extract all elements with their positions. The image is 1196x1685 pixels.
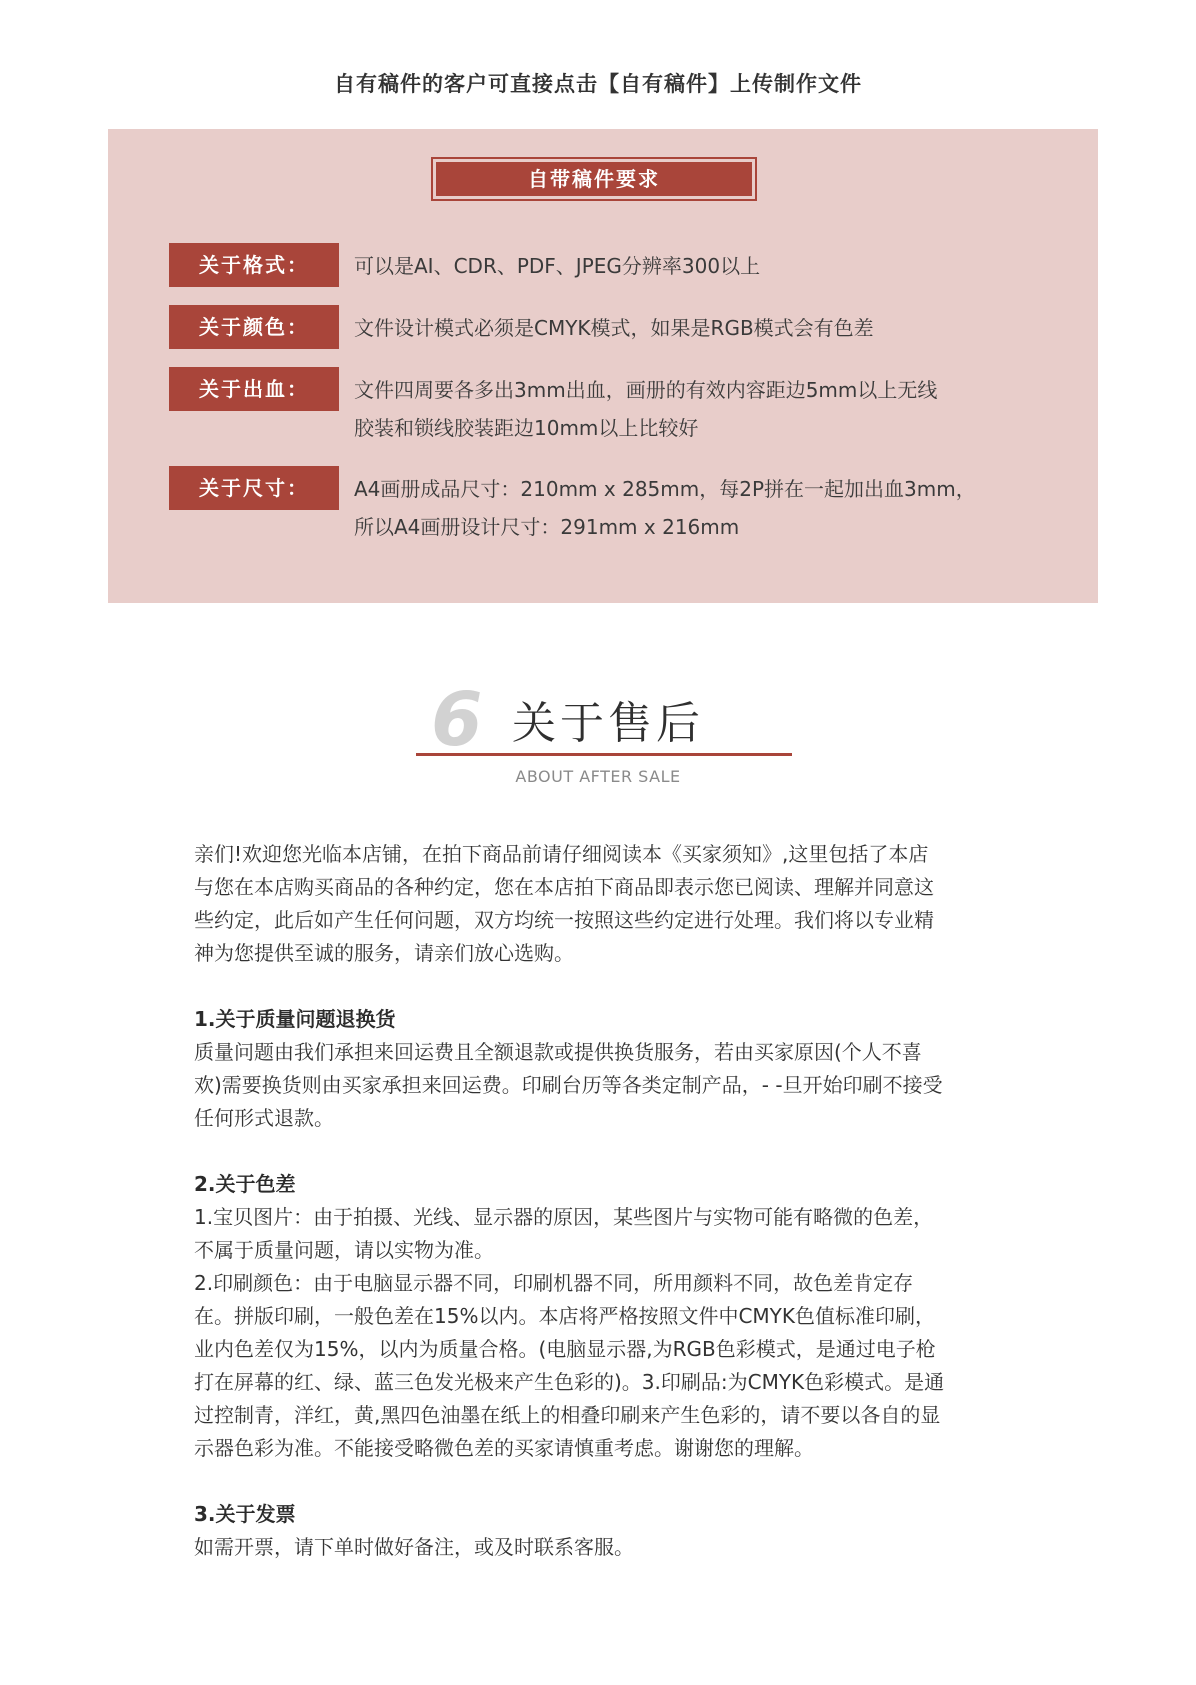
body-line: 1.宝贝图片：由于拍摄、光线、显示器的原因，某些图片与实物可能有略微的色差， <box>194 1205 934 1229</box>
section-heading-invoice: 3.关于发票 <box>194 1502 296 1526</box>
svg-text:6: 6 <box>431 681 483 751</box>
body-line: 如需开票，请下单时做好备注，或及时联系客服。 <box>194 1535 634 1559</box>
intro-line: 些约定，此后如产生任何问题，双方均统一按照这些约定进行处理。我们将以专业精 <box>194 908 934 932</box>
body-line: 欢)需要换货则由买家承担来回运费。印刷台历等各类定制产品，- -旦开始印刷不接受 <box>194 1073 943 1097</box>
section-title: 关于售后 <box>512 698 704 749</box>
requirement-text <box>354 309 1044 347</box>
section-subtitle: ABOUT AFTER SALE <box>515 767 681 786</box>
body-line: 不属于质量问题，请以实物为准。 <box>194 1238 494 1262</box>
requirement-label: 关于出血： <box>169 367 339 411</box>
section-number-six <box>425 681 495 751</box>
after-sale-body <box>194 838 1044 1564</box>
requirement-text <box>354 470 1044 546</box>
requirement-line: 可以是AI、CDR、PDF、JPEG分辨率300以上 <box>354 254 761 278</box>
requirement-text <box>354 371 1044 447</box>
after-sale-heading <box>0 675 1196 795</box>
body-line: 质量问题由我们承担来回运费且全额退款或提供换货服务，若由买家原因(个人不喜 <box>194 1040 922 1064</box>
requirement-label: 关于格式： <box>169 243 339 287</box>
requirement-text <box>354 247 1044 285</box>
top-note: 自有稿件的客户可直接点击【自有稿件】上传制作文件 <box>334 72 862 96</box>
requirement-line: 所以A4画册设计尺寸：291mm x 216mm <box>354 515 740 539</box>
section-heading-quality: 1.关于质量问题退换货 <box>194 1007 396 1031</box>
body-line: 2.印刷颜色：由于电脑显示器不同，印刷机器不同，所用颜料不同，故色差肯定存 <box>194 1271 914 1295</box>
requirement-line: A4画册成品尺寸：210mm x 285mm，每2P拼在一起加出血3mm， <box>354 477 976 501</box>
body-line: 过控制青，洋红，黄,黑四色油墨在纸上的相叠印刷来产生色彩的，请不要以各自的显 <box>194 1403 941 1427</box>
title-underline <box>416 753 792 756</box>
body-line: 在。拼版印刷，一般色差在15%以内。本店将严格按照文件中CMYK色值标准印刷， <box>194 1304 936 1328</box>
requirement-label: 关于颜色： <box>169 305 339 349</box>
requirements-panel <box>108 129 1098 603</box>
requirements-title: 自带稿件要求 <box>436 162 752 196</box>
body-line: 业内色差仅为15%，以内为质量合格。(电脑显示器,为RGB色彩模式，是通过电子枪 <box>194 1337 936 1361</box>
intro-line: 神为您提供至诚的服务，请亲们放心选购。 <box>194 941 574 965</box>
body-line: 任何形式退款。 <box>194 1106 334 1130</box>
requirement-label: 关于尺寸： <box>169 466 339 510</box>
requirements-title-frame <box>431 157 757 201</box>
body-line: 打在屏幕的红、绿、蓝三色发光极来产生色彩的)。3.印刷品:为CMYK色彩模式。是通 <box>194 1370 945 1394</box>
body-line: 示器色彩为准。不能接受略微色差的买家请慎重考虑。谢谢您的理解。 <box>194 1436 814 1460</box>
intro-line: 与您在本店购买商品的各种约定，您在本店拍下商品即表示您已阅读、理解并同意这 <box>194 875 934 899</box>
section-heading-color: 2.关于色差 <box>194 1172 296 1196</box>
intro-line: 亲们!欢迎您光临本店铺，在拍下商品前请仔细阅读本《买家须知》,这里包括了本店 <box>194 842 929 866</box>
requirement-line: 胶装和锁线胶装距边10mm以上比较好 <box>354 416 699 440</box>
requirement-line: 文件设计模式必须是CMYK模式，如果是RGB模式会有色差 <box>354 316 874 340</box>
requirement-line: 文件四周要各多出3mm出血，画册的有效内容距边5mm以上无线 <box>354 378 938 402</box>
